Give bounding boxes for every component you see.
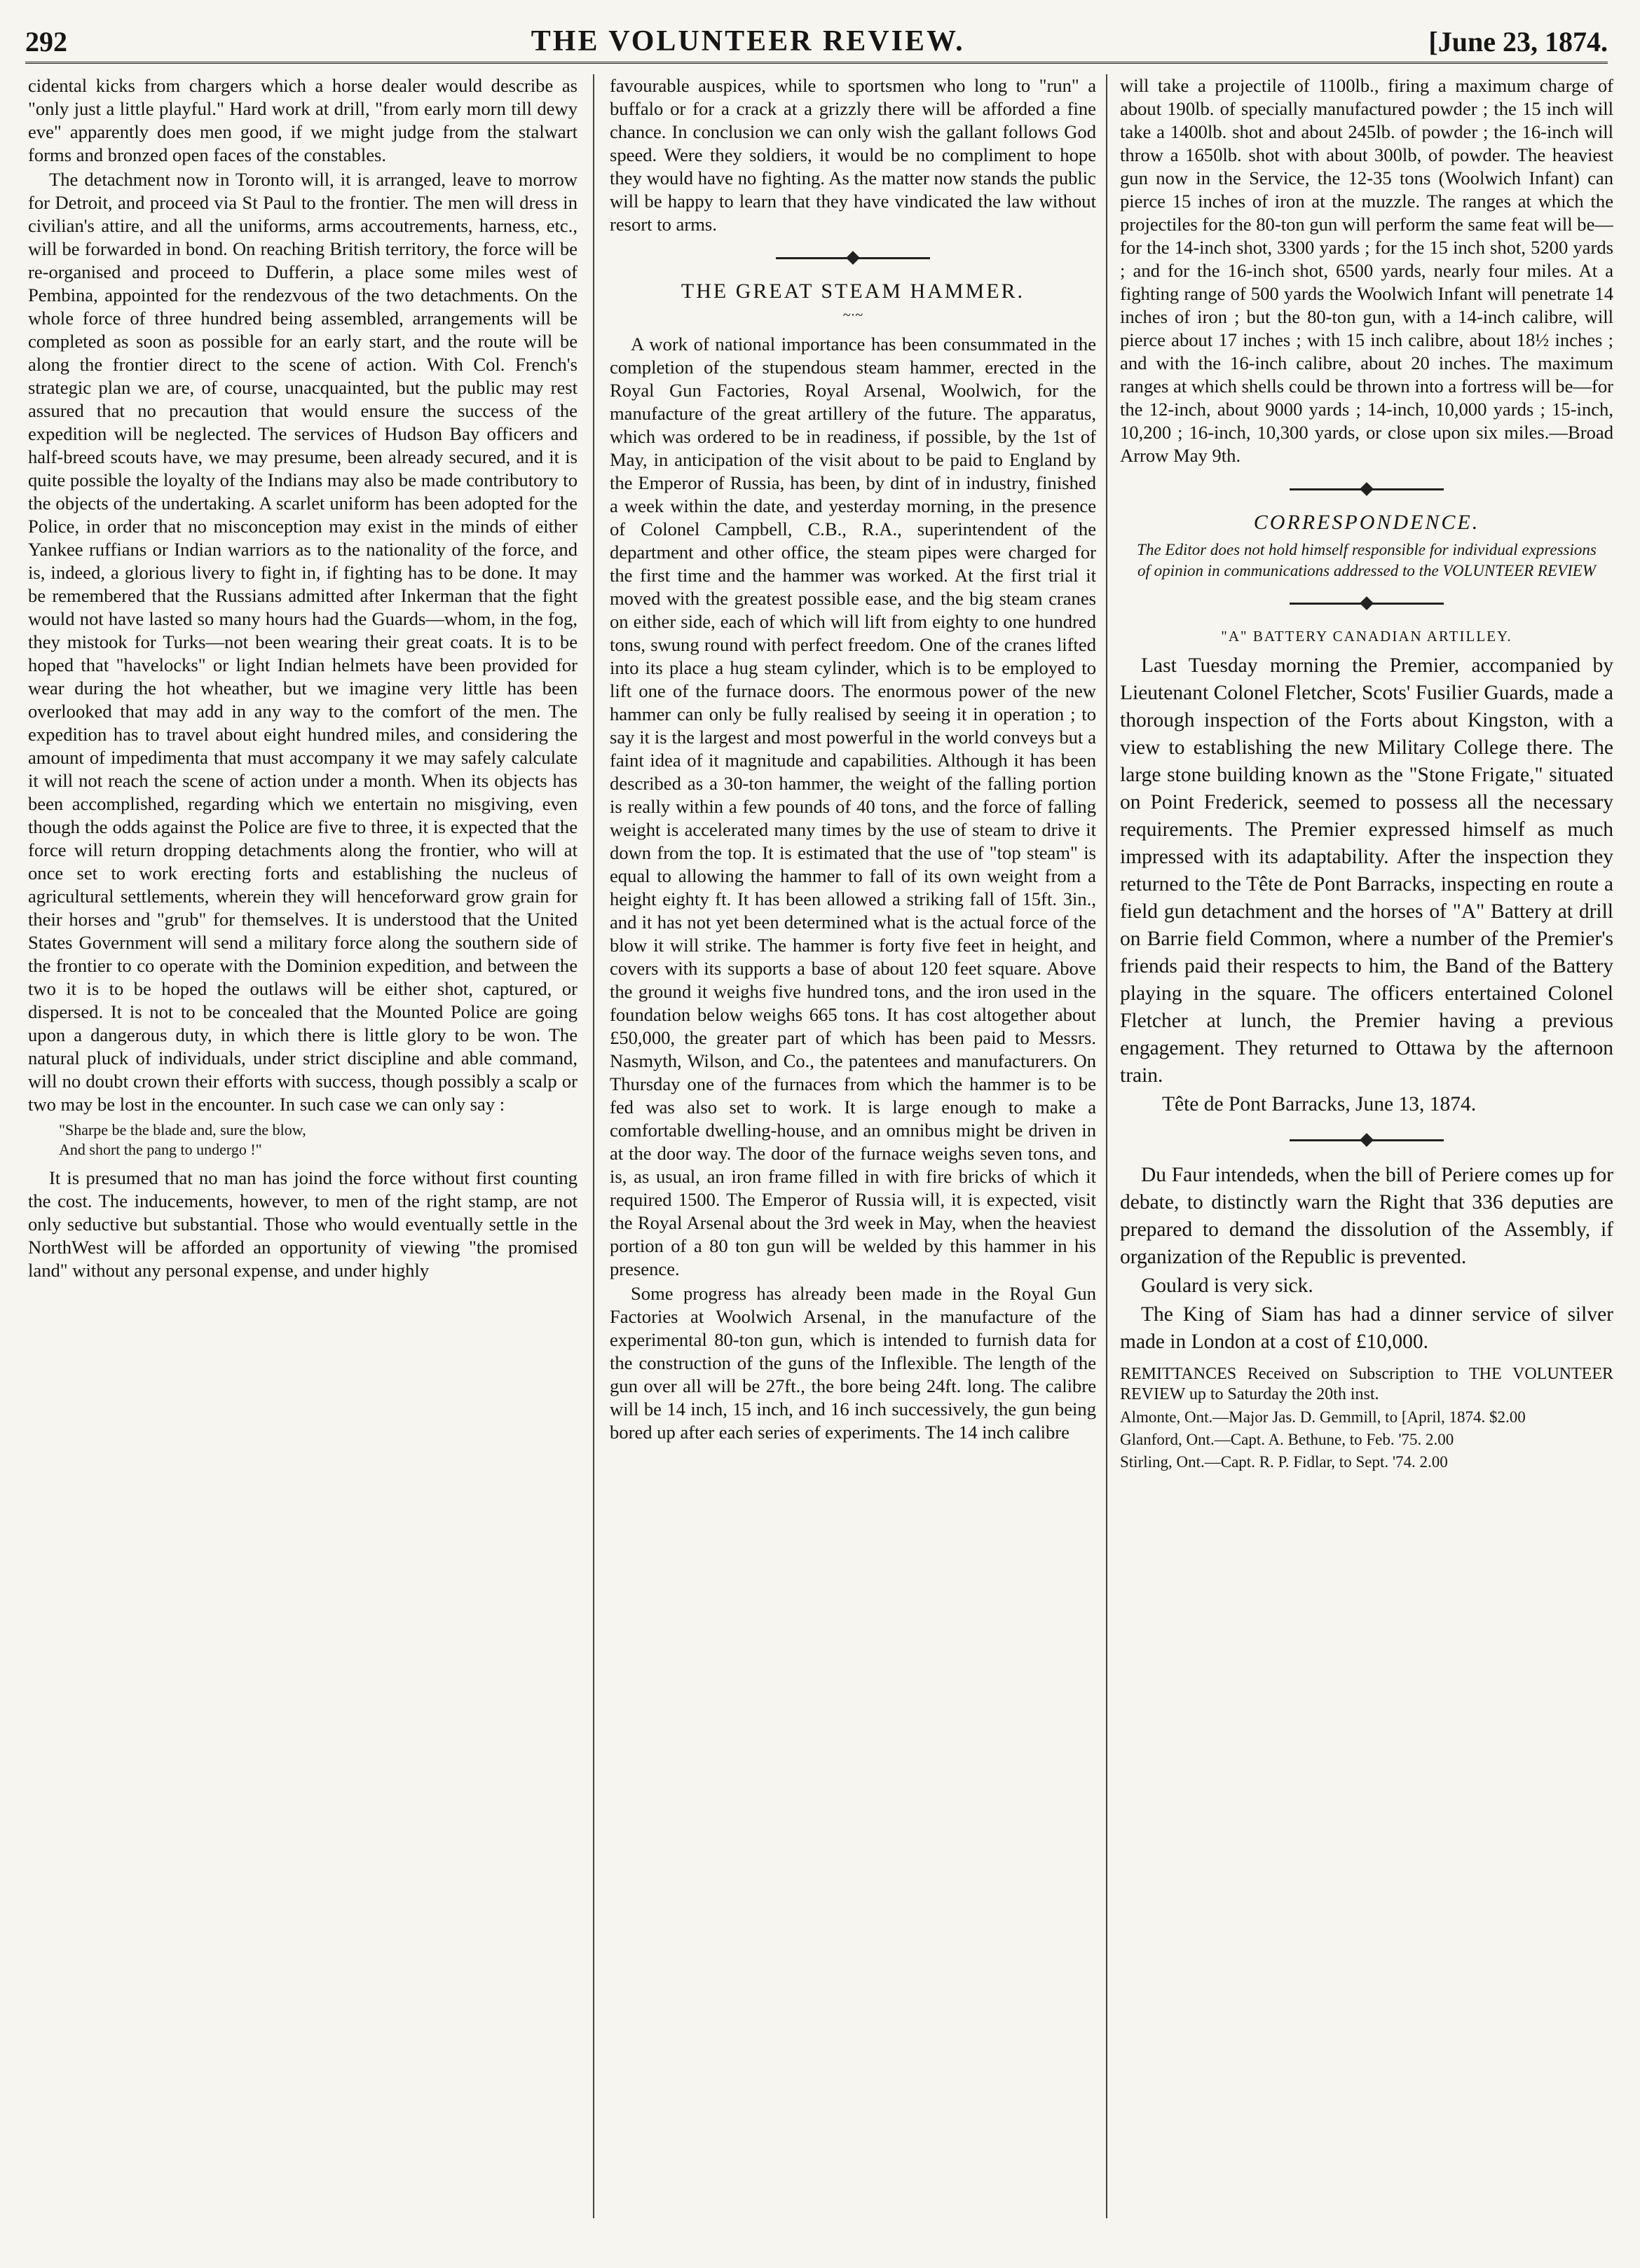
section-separator [1120, 477, 1613, 501]
article-paragraph: favourable auspices, while to sportsmen who long to "run" a buffalo or for a crack at a grizzly there will be afforded a fine chance. In conclusion we can only wish the gallant follows God speed. Were they soldiers, it would be no compliment to hope they would have no fighting. As the matter now stands the public will be happy to learn that they have vindicated the law without resort to arms. [610, 75, 1096, 235]
article-paragraph: A work of national importance has been consummated in the completion of the stupendous steam hammer, erected in the Royal Gun Factories, Royal Arsenal, Woolwich, for the manufacture of the great artillery of the future. The apparatus, which was ordered to be in readiness, if possible, by the 1st of May, in anticipation of the visit about to be paid to England by the Emperor of Russia, has been, by dint of in industry, finished a week within the date, and yesterday morning, in the presence of Colonel Campbell, C.B., R.A., superintendent of the department and other office, the steam pipes were charged for the first time and the hammer was worked. At the first trial it moved with the greatest possible ease, and the big steam cranes on either side, each of which will lift from eighty to one hundred tons, swung round with perfect freedom. One of the cranes lifted into its place a hug steam cylinder, which is to be employed to lift one of the furnace doors. The enormous power of the new hammer can only be fully realised by seeing it in operation ; to say it is the largest and most powerful in the world conveys but a faint idea of it magnitude and capabilities. Although it has been described as a 30-ton hammer, the weight of the falling portion is really within a few pounds of 40 tons, and the force of falling weight is accelerated many times by the use of steam to drive it down from the top. It is estimated that the use of "top steam" is equal to allowing the hammer to fall of its own weight from a height eighty ft. It has been allowed a striking fall of 15ft. 3in., and it has not yet been determined what is the actual force of the blow it will strike. The hammer is forty five feet in height, and covers with its supports a base of about 120 feet square. Above the ground it weighs five hundred tons, and the iron used in the foundation below weighs 665 tons. It has cost altogether about £50,000, the greater part of which has been paid to Messrs. Nasmyth, Wilson, and Co., the patentees and manufacturers. On Thursday one of the furnaces from which the hammer is to be fed was also set to work. It is large enough to make a comfortable dwelling-house, and an omnibus might be driven in at the door way. The door of the furnace weighs seven tons, and is, as usual, an iron frame filled in with fire bricks of which it required 1500. The Emperor of Russia will, it is expected, visit the Royal Arsenal about the 3rd week in May, when the heaviest portion of a 80 ton gun will be welded by this hammer in his presence. [610, 334, 1096, 1279]
article-paragraph: It is presumed that no man has joind the force without first counting the cost. The inducements, however, to men of the right stamp, are not only seductive but substantial. Those who would eventually settle in the NorthWest will be afforded an opportunity of viewing "the promised land" without any personal expense, and under highly [28, 1167, 578, 1281]
masthead [25, 21, 1608, 64]
letter-dateline: Tête de Pont Barracks, June 13, 1874. [1162, 1093, 1477, 1115]
issue-date: [June 23, 1874. [1428, 25, 1608, 57]
section-separator [1120, 591, 1613, 615]
article-paragraph: cidental kicks from chargers which a horse dealer would describe as "only just a little playful." Hard work at drill, "from early morn till dewy eve" apparently does men good, if we might judge from the stalwart forms and bronzed open faces of the constables. [28, 75, 578, 165]
remittance-entry: Glanford, Ont.—Capt. A. Bethune, to Feb. '75. 2.00 [1120, 1431, 1454, 1448]
editor-disclaimer: The Editor does not hold himself responsible for individual expressions of opinion in communications addressed to the VOLUNTEER REVIEW [1137, 541, 1597, 579]
column-rule [593, 74, 594, 2218]
article-heading: THE GREAT STEAM HAMMER. [681, 280, 1025, 303]
column-rule [1106, 74, 1107, 2218]
remittance-entry: Almonte, Ont.—Major Jas. D. Gemmill, to [April, 1874. $2.00 [1120, 1408, 1526, 1426]
remittances-heading: REMITTANCES Received on Subscription to THE VOLUNTEER REVIEW up to Saturday the 20th inst. [1120, 1365, 1613, 1403]
news-item: Du Faur intendeds, when the bill of Periere comes up for debate, to distinctly warn the Right that 336 deputies are prepared to demand the dissolution of the Assembly, if organization of the Republic is prevented. [1120, 1164, 1613, 1268]
article-paragraph: The detachment now in Toronto will, it is arranged, leave to morrow for Detroit, and proceed via St Paul to the frontier. The men will dress in civilian's attire, and all the uniforms, arms accoutrements, harness, etc., will be forwarded in bond. On reaching British territory, the force will be re-organised and proceed to Dufferin, a place some miles west of Pembina, appointed for the rendezvous of the two detachments. On the whole force of three hundred being assembled, arrangements will be completed as soon as possible for an early start, and the route will be along the frontier direct to the scene of action. With Col. French's strategic plan we are, of course, unacquainted, but the public may rest assured that no precaution that would ensure the success of the expedition will be neglected. The services of Hudson Bay officers and half-breed scouts have, we may presume, been already secured, and it is quite possible the loyalty of the Indians may also be made contributory to the objects of the undertaking. A scarlet uniform has been adopted for the Police, in order that no misconception may exist in the minds of either Yankee ruffians or Indian warriors as to the nationality of the force, and is, indeed, a glorious livery to fight in, if fighting has to be done. It may be remembered that the Russians admitted after Inkerman that the fight would not have lasted so many hours had the Guards—whom, in the fog, they mistook for Turks—not been wearing their great coats. It is to be hoped that "havelocks" or light Indian helmets have been provided for wear during the hot wheather, but we imagine very little has been overlooked that may add in any way to the comfort of the men. The expedition has to travel about eight hundred miles, and considering the amount of impedimenta that must accompany it we may safely calculate it will not reach the scene of action under a month. When its objects has been accomplished, regarding which we entertain no misgiving, even though the odds against the Police are five to three, it is expected that the force will return dropping detachments along the frontier, who will at once set to work erecting forts and establishing the nucleus of agricultural settlements, wherein they will henceforward grow grain for their horses and "grub" for themselves. It is understood that the United States Government will send a military force along the southern side of the frontier to co operate with the Dominion expedition, and between the two it is to be hoped the outlaws will be either shot, captured, or dispersed. It is not to be concealed that the Mounted Police are going upon a dangerous duty, in which there is little glory to be won. The natural pluck of individuals, under strict discipline and able command, will no doubt crown their efforts with success, though possibly a scalp or two may be lost in the encounter. In such case we can only say : [28, 169, 578, 1115]
column-1 [28, 74, 578, 2204]
column-3 [1120, 74, 1613, 2204]
section-separator [610, 246, 1096, 270]
heading-ornament: ~·~ [842, 308, 863, 323]
news-item: The King of Siam has had a dinner service of silver made in London at a cost of £10,000. [1120, 1303, 1613, 1353]
remittance-entry: Stirling, Ont.—Capt. R. P. Fidlar, to Sept. '74. 2.00 [1120, 1453, 1448, 1471]
section-heading: CORRESPONDENCE. [1253, 511, 1480, 534]
news-item: Goulard is very sick. [1141, 1274, 1313, 1297]
verse-quote [59, 1120, 578, 1160]
column-2 [610, 74, 1096, 2204]
letter-heading: "A" BATTERY CANADIAN ARTILLEY. [1221, 628, 1512, 645]
verse-line: "Sharpe be the blade and, sure the blow, [59, 1121, 306, 1139]
article-paragraph: Some progress has already been made in the Royal Gun Factories at Woolwich Arsenal, in the manufacture of the experimental 80-ton gun, which is intended to furnish data for the construction of the guns of the Inflexible. The length of the gun over all will be 27ft., the bore being 24ft. long. The calibre will be 14 inch, 15 inch, and 16 inch successively, the gun being bored up after each series of experiments. The 14 inch calibre [610, 1283, 1096, 1443]
publication-title: THE VOLUNTEER REVIEW. [531, 25, 965, 57]
article-paragraph: will take a projectile of 1100lb., firing a maximum charge of about 190lb. of specially manufactured powder ; the 15 inch will take a 1400lb. shot and about 245lb. of powder ; the 16-inch will throw a 1650lb. shot with about 300lb, of powder. The heaviest gun now in the Service, the 12-35 tons (Woolwich Infant) can pierce 15 inches of iron at the muzzle. The ranges at which the projectiles for the 80-ton gun will perform the same feat will be—for the 14-inch shot, 3300 yards ; for the 15 inch shot, 5200 yards ; and for the 16-inch shot, 6500 yards, nearly four miles. At a fighting range of 500 yards the Woolwich Infant will penetrate 14 inches of iron ; but the 80-ton gun, with a 14-inch calibre, will pierce about 17 inches ; with 15 inch calibre, about 18½ inches ; and with the 16-inch calibre, about 20 inches. The maximum ranges at which shells could be thrown into a fortress will be—for the 12-inch, about 9000 yards ; 14-inch, 10,000 yards ; 15-inch, 10,200 ; 16-inch, 10,300 yards, or close upon six miles.—Broad Arrow May 9th. [1120, 75, 1613, 466]
page-number: 292 [25, 25, 67, 57]
section-separator [1120, 1128, 1613, 1152]
verse-line: And short the pang to undergo !" [59, 1141, 262, 1158]
letter-paragraph: Last Tuesday morning the Premier, accompanied by Lieutenant Colonel Fletcher, Scots' Fusilier Guards, made a thorough inspection of the Forts about Kingston, with a view to establishing the new Military College there. The large stone building known as the "Stone Frigate," situated on Point Frederick, seemed to possess all the necessary requirements. The Premier expressed himself as much impressed with its adaptability. After the inspection they returned to the Tête de Pont Barracks, inspecting en route a field gun detachment and the horses of "A" Battery at drill on Barrie field Common, where a number of the Premier's friends paid their respects to him, the Band of the Battery playing in the square. The officers entertained Colonel Fletcher at lunch, the Premier having a previous engagement. They returned to Ottawa by the afternoon train. [1120, 654, 1613, 1087]
